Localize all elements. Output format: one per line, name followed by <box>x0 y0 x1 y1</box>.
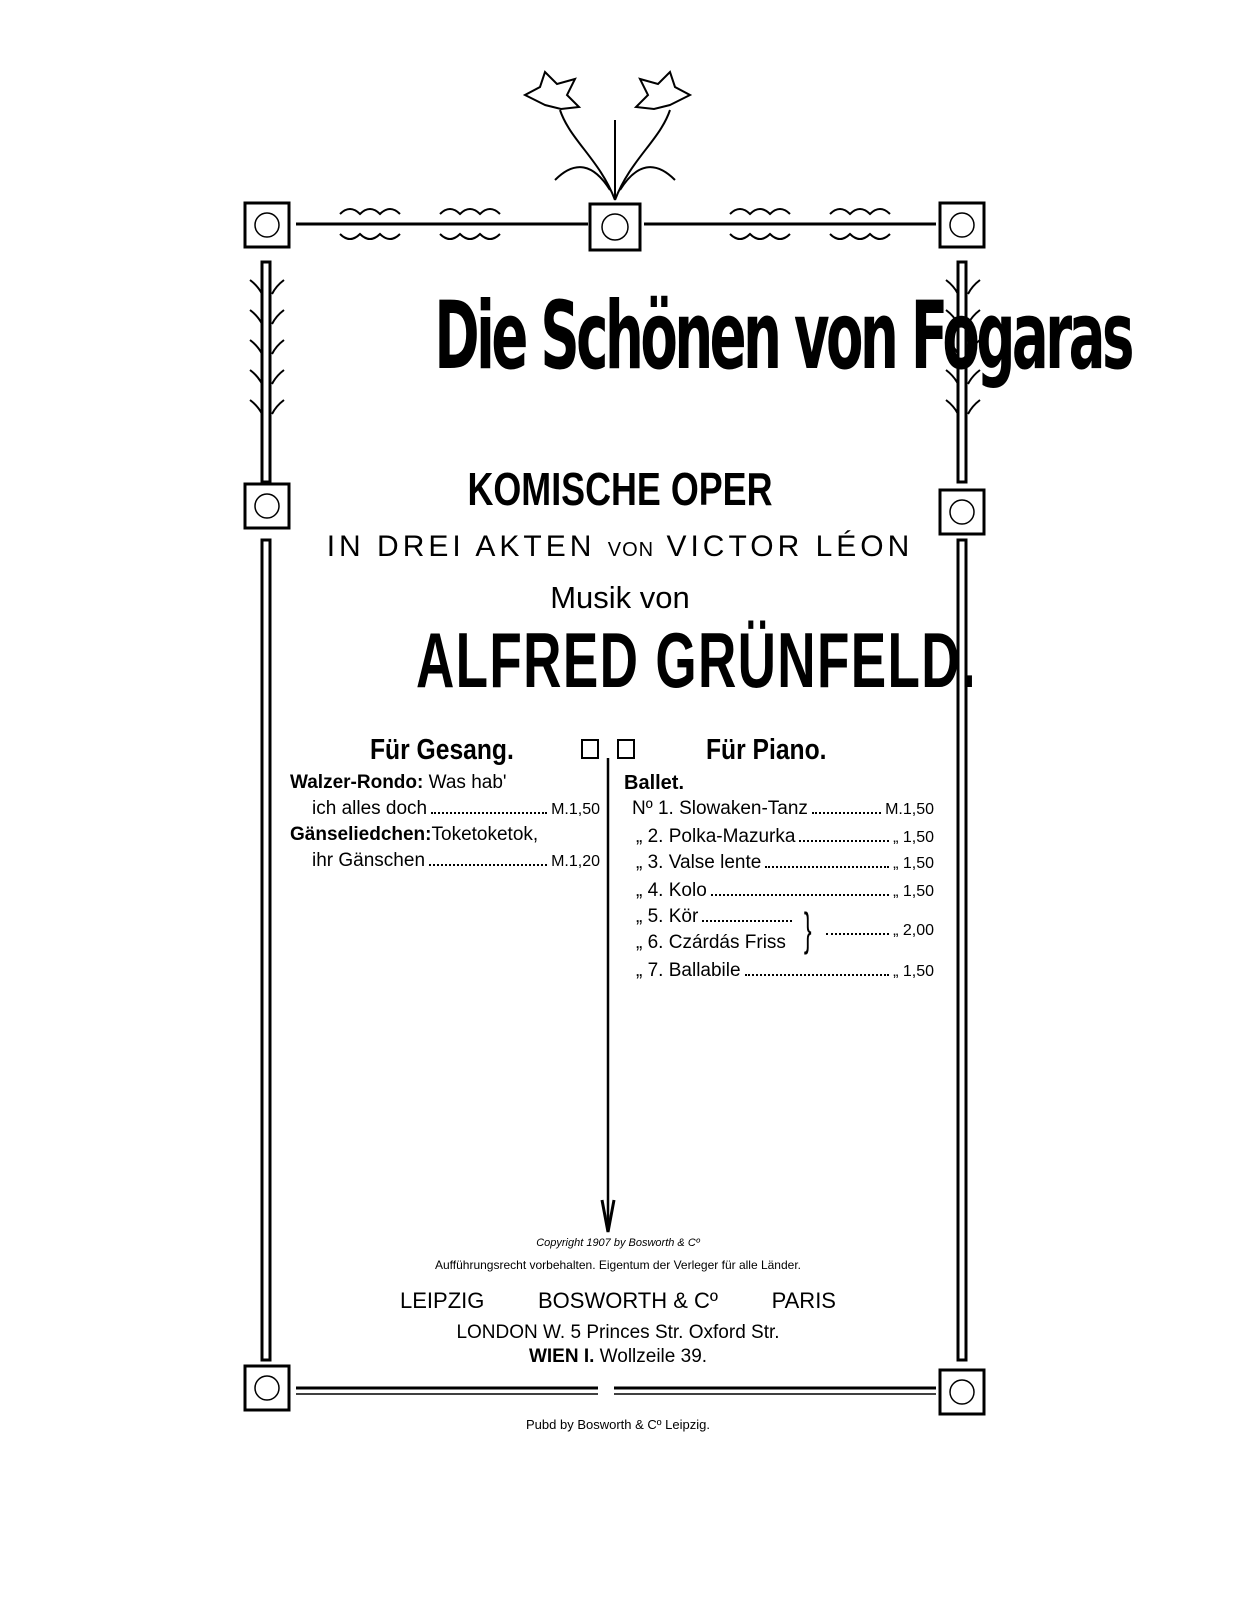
item-name: Kör <box>668 906 699 927</box>
price: „ 1,50 <box>893 963 934 980</box>
song-subtitle: Was hab' <box>428 772 507 793</box>
grouped-price-row <box>822 922 934 940</box>
grouping-brace: } <box>803 903 812 955</box>
list-item <box>636 960 934 982</box>
acts-line <box>300 530 940 564</box>
publisher-name: BOSWORTH & Cº <box>537 1288 718 1313</box>
london-city: LONDON W. <box>456 1322 566 1343</box>
leader-dots <box>711 894 889 896</box>
gesang-heading: Für Gesang. <box>370 734 514 766</box>
item-number: „ 4. <box>636 880 664 901</box>
list-item <box>290 824 600 846</box>
piano-heading: Für Piano. <box>706 734 827 766</box>
london-address <box>400 1322 836 1344</box>
item-name: Valse lente <box>668 852 762 873</box>
price: M.1,50 <box>885 801 934 818</box>
item-number: „ 5. <box>636 906 664 927</box>
leader-dots <box>765 866 889 868</box>
item-name: Czárdás Friss <box>668 932 786 953</box>
item-number: Nº 1. <box>632 798 674 819</box>
list-item <box>312 850 600 872</box>
rights-notice: Aufführungsrecht vorbehalten. Eigentum der Verleger für alle Länder. <box>434 1258 801 1272</box>
page-title: Die Schönen von Fogaras <box>434 282 1131 391</box>
price: M.1,50 <box>551 801 600 818</box>
price: M.1,20 <box>551 853 600 870</box>
composer-name: ALFRED GRÜNFELD. <box>416 616 977 704</box>
list-item <box>636 932 796 954</box>
publisher-city-right: PARIS <box>771 1288 836 1313</box>
leader-dots <box>431 812 547 814</box>
ballet-heading: Ballet. <box>624 772 685 794</box>
item-name: Kolo <box>668 880 707 901</box>
list-item <box>632 798 934 820</box>
librettist: VICTOR LÉON <box>666 530 914 563</box>
price: „ 1,50 <box>893 829 934 846</box>
list-item <box>636 880 934 902</box>
genre-subtitle: KOMISCHE OPER <box>467 463 773 515</box>
publisher-city-left: LEIPZIG <box>400 1288 485 1313</box>
wien-city: WIEN I. <box>528 1346 595 1367</box>
item-number: „ 7. <box>636 960 664 981</box>
item-name: Slowaken-Tanz <box>679 798 808 819</box>
leader-dots <box>702 920 792 922</box>
song-title: Gänseliedchen: <box>290 824 432 845</box>
list-item <box>636 852 934 874</box>
published-by: Pubd by Bosworth & Cº Leipzig. <box>526 1417 710 1432</box>
item-number: „ 3. <box>636 852 664 873</box>
leader-dots <box>812 812 881 814</box>
price: „ 1,50 <box>893 855 934 872</box>
item-number: „ 6. <box>636 932 664 953</box>
song-subtitle: Toketoketok, <box>431 824 539 845</box>
song-title: Walzer-Rondo: <box>290 772 424 793</box>
item-name: Polka-Mazurka <box>668 826 796 847</box>
wien-address <box>400 1346 836 1368</box>
leader-dots <box>826 933 889 935</box>
wien-street: Wollzeile 39. <box>599 1346 708 1367</box>
leader-dots <box>799 840 889 842</box>
copyright-notice: Copyright 1907 by Bosworth & Cº <box>536 1237 700 1249</box>
list-item <box>636 826 934 848</box>
price: „ 2,00 <box>893 922 934 939</box>
song-line2: ich alles doch <box>312 798 428 819</box>
list-item <box>312 798 600 820</box>
publisher-row <box>400 1288 836 1314</box>
london-street: 5 Princes Str. Oxford Str. <box>570 1322 780 1343</box>
leader-dots <box>429 864 547 866</box>
leader-dots <box>745 974 890 976</box>
song-line2: ihr Gänschen <box>312 850 426 871</box>
acts-text: IN DREI AKTEN <box>326 530 596 563</box>
list-item <box>636 906 796 928</box>
item-number: „ 2. <box>636 826 664 847</box>
price: „ 1,50 <box>893 883 934 900</box>
acts-von: VON <box>607 539 655 561</box>
list-item <box>290 772 600 794</box>
music-by-label: Musik von <box>550 580 690 615</box>
item-name: Ballabile <box>668 960 741 981</box>
